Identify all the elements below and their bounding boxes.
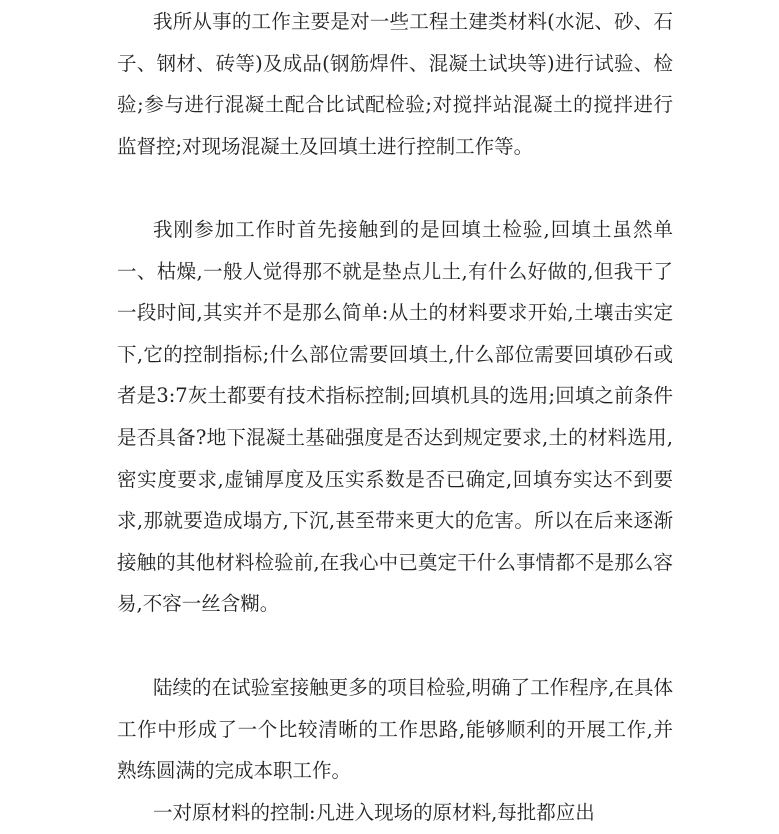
paragraph-4: 一对原材料的控制:凡进入现场的原材料,每批都应出 (153, 801, 595, 824)
paragraph-2: 我刚参加工作时首先接触到的是回填土检验,回填土虽然单一、枯燥,一般人觉得那不就是垫点儿土,有什么好做的,但我干了一段时间,其实并不是那么简单:从土的材料要求开始,土壤击实定下,它的控制指标;什么部位需要回填土,什么部位需要回填砂石或者是3:7灰土都要有技术指标控制;回填机具的选用;回填之前条件是否具备?地下混凝土基础强度是否达到规定要求,土的材料选用,密实度要求,虚铺厚度及压实系数是否已确定,回填夯实达不到要求,那就要造成塌方,下沉,甚至带来更大的危害。所以在后来逐渐接触的其他材料检验前,在我心中已奠定干什么事情都不是那么容易,不容一丝含糊。 (117, 218, 673, 616)
paragraph-1: 我所从事的工作主要是对一些工程土建类材料(水泥、砂、石子、钢材、砖等)及成品(钢筋焊件、混凝土试块等)进行试验、检验;参与进行混凝土配合比试配检验;对搅拌站混凝土的搅拌进行监督控;对现场混凝土及回填土进行控制工作等。 (117, 10, 673, 158)
paragraph-3: 陆续的在试验室接触更多的项目检验,明确了工作程序,在具体工作中形成了一个比较清晰的工作思路,能够顺利的开展工作,并熟练圆满的完成本职工作。 (117, 676, 673, 783)
